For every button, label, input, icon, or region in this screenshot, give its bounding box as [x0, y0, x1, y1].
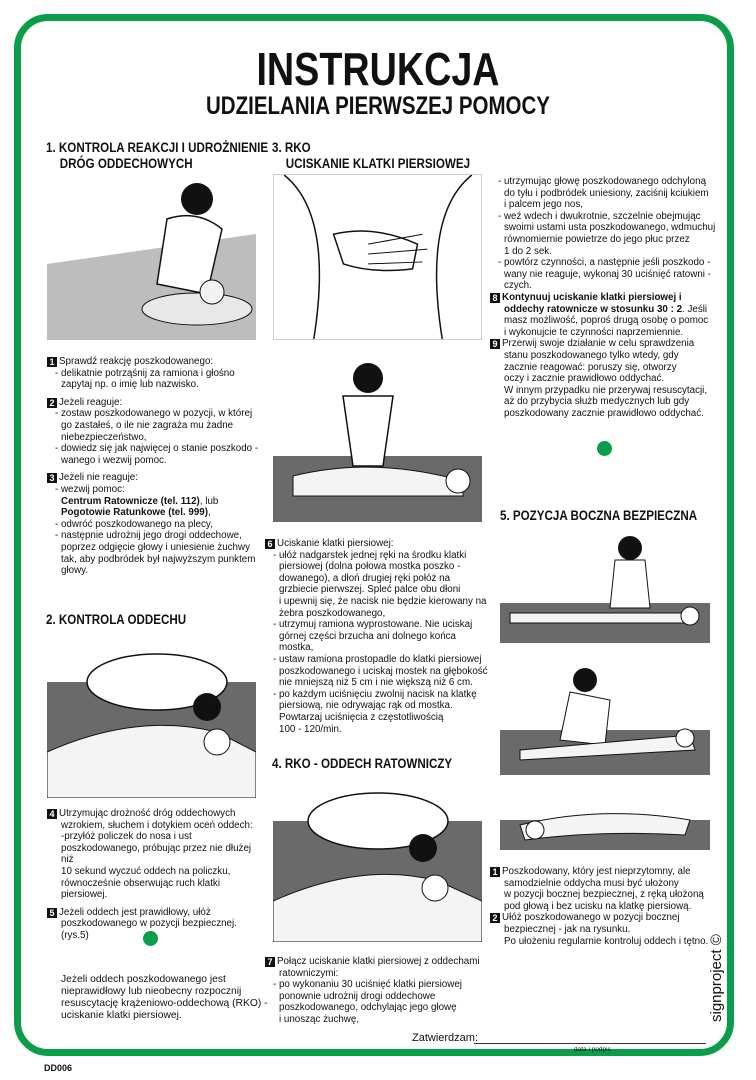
illustration-recovery-step3 [500, 790, 710, 850]
illustration-hand-position [273, 174, 482, 340]
illustration-reaction-check [47, 174, 256, 340]
section3-heading: 3. RKO UCISKANIE KLATKI PIERSIOWEJ [272, 140, 471, 171]
signature-line [474, 1043, 706, 1044]
brand-label: signproject © [708, 934, 725, 1022]
illustration-rescue-breath [273, 776, 482, 942]
section4-continued-text: - utrzymując głowę poszkodowanego odchyloną do tyłu i podbródek uniesiony, zaciśnij kciukiem i palcem jego nos, - weź wdech i dwukrotnie, szczelnie obejmując swoimi ustami usta poszkodowanego, wdmuchuj równomiernie powietrze do jego płuc przez 1 do 2 sek. - powtórz czynności, a następnie jeśli poszkodo - wany nie reaguje, wykonaj 30 uciśnięć ratowni - czych. 8 Kontynuuj uciskanie klatki piersiowej i oddechy ratownicze w stosunku 30 : 2. Jeśli masz możliwość, poproś drugą osobę o pomoc i wykonujcie te czynności naprzemiennie. 9 Przerwij swoje działanie w celu sprawdzenia stanu poszkodowanego tylko wtedy, gdy zacznie reagować: poruszy się, otworzy oczy i zacznie prawidłowo oddychać. W innym przypadku nie przerywaj resuscytacji, aż do przybycia służb medycznych lub gdy poszkodowany zacznie prawidłowo oddychać. [490, 176, 716, 419]
green-dot [597, 441, 612, 456]
section3-text: 6 Uciskanie klatki piersiowej: - ułóż nadgarstek jednej ręki na środku klatki piersiowej (dolna połowa mostka poszko - dowanego), a dłoń drugiej ręki połóż na grzbiecie pierwszej. Spleć palce obu dłoni i upewnij się, że nacisk nie będzie kierowany na żebra poszkodowanego, - utrzymuj ramiona wyprostowane. Nie uciskaj górnej części brzucha ani dolnego końca mostka, - ustaw ramiona prostopadle do klatki piersiowej poszkodowanego i uciskaj mostek na głębokość nie mniejszą niż 5 cm i nie większą niż 6 cm. - po każdym uciśnięciu zwolnij nacisk na klatkę piersiową, nie odrywając rąk od mostka. Powtarzaj uciśnięcia z częstotliwością 100 - 120/min. [265, 538, 501, 735]
illustration-recovery-step1 [500, 528, 710, 643]
section2-text: 4 Utrzymując drożność dróg oddechowych wzrokiem, słuchem i dotykiem oceń oddech: -przyłóż policzek do nosa i ust poszkodowanego, próbując przez nie dłużej niż 10 sekund wyczuć oddech na policzku, równocześnie obserwując ruch klatki piersiowej. 5 Jeżeli oddech jest prawidłowy, ułóż poszkodowanego w pozycji bezpiecznej.(rys.5) [47, 808, 259, 942]
section1-heading: 1. KONTROLA REAKCJI I UDROŻNIENIE DRÓG ODDECHOWYCH [46, 140, 269, 171]
illustration-chest-compressions [273, 356, 482, 522]
page-title: INSTRUKCJA [256, 43, 500, 95]
section1-text: 1 Sprawdź reakcję poszkodowanego: - delikatnie potrząśnij za ramiona i głośno zapytaj np. o imię lub nazwisko. 2 Jeżeli reaguje: - zostaw poszkodowanego w pozycji, w której go zastałeś, o ile nie zagraża mu żadne niebezpieczeństwo, - dowiedz się jak najwięcej o stanie poszkodo - wanego i wezwij pomoc. 3 Jeżeli nie reaguje: - wezwij pomoc: Centrum Ratownicze (tel. 112), lub Pogotowie Ratunkowe (tel. 999), - odwróć poszkodowanego na plecy, - następnie udrożnij jego drogi oddechowe, poprzez odgięcie głowy i uniesienie żuchwy tak, aby podbródek był najwyższym punktem głowy. [47, 356, 259, 577]
section5-text: 1 Poszkodowany, który jest nieprzytomny, ale samodzielnie oddycha musi być ułożony w pozycji bocznej bezpiecznej, z ręką ułożoną pod głową i bez ucisku na klatkę piersiową. 2 Ułóż poszkodowanego w pozycji bocznej bezpiecznej - jak na rysunku. Po ułożeniu regularnie kontroluj oddech i tętno. [490, 866, 716, 947]
green-dot [143, 931, 158, 946]
signature-caption: data i podpis [574, 1046, 611, 1053]
sign-code: DD006 [44, 1063, 73, 1073]
illustration-breathing-check [47, 632, 256, 798]
section2-heading: 2. KONTROLA ODDECHU [46, 612, 187, 627]
page-subtitle: UDZIELANIA PIERWSZEJ POMOCY [206, 92, 550, 120]
section2-note: Jeżeli oddech poszkodowanego jest nieprawidłowy lub nieobecny rozpocznij resuscytację krążeniowo-oddechową (RKO) - uciskanie klatki piersiowej. [61, 974, 268, 1021]
illustration-recovery-step2 [500, 660, 710, 775]
section4-heading: 4. RKO - ODDECH RATOWNICZY [272, 756, 453, 771]
section4-text: 7 Połącz uciskanie klatki piersiowej z oddechami ratowniczymi: - po wykonaniu 30 uciśnięć klatki piersiowej ponownie udrożnij drogi oddechowe poszkodowanego, odchylając jego głowę i unosząc żuchwę, [265, 956, 501, 1026]
approval-label: Zatwierdzam: [412, 1032, 479, 1044]
section5-heading: 5. POZYCJA BOCZNA BEZPIECZNA [500, 508, 698, 523]
